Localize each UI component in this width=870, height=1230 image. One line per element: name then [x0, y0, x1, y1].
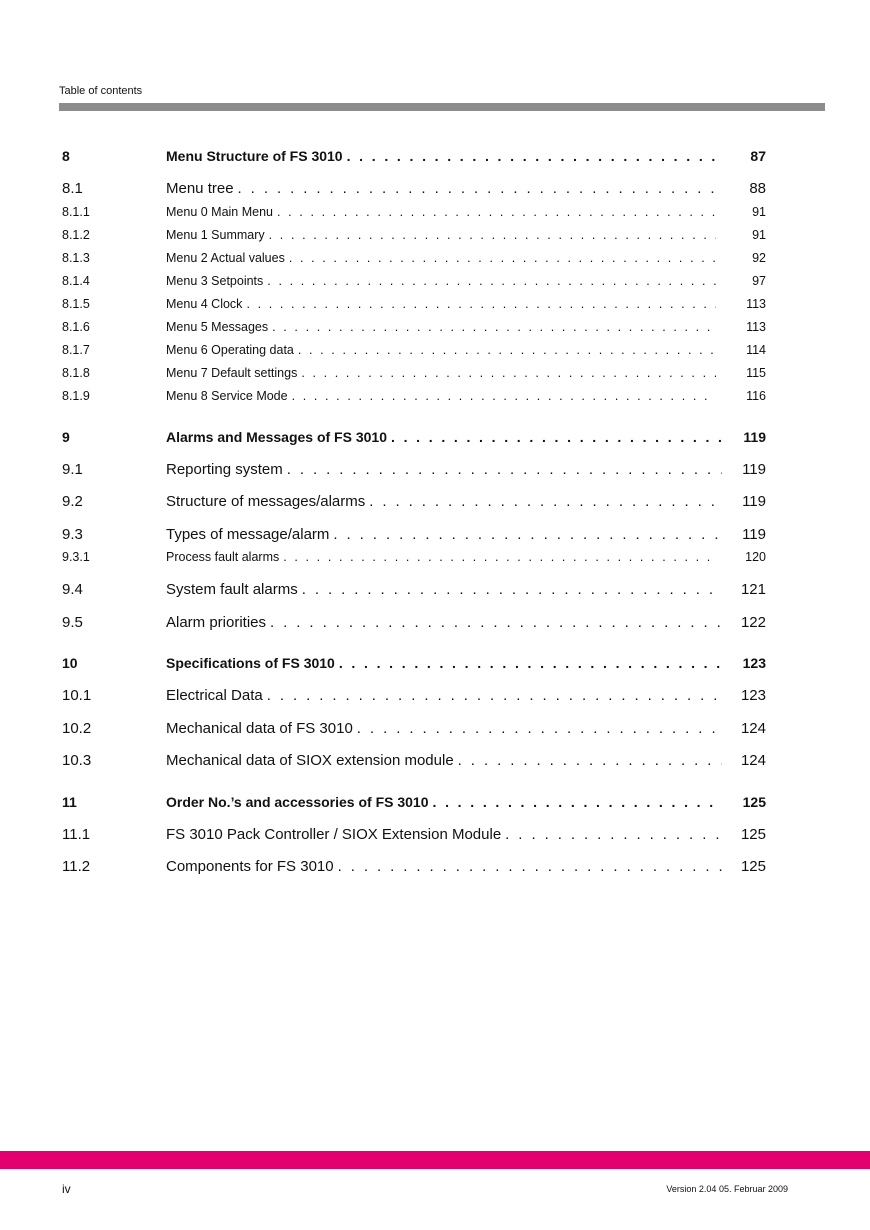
toc-entry[interactable] — [62, 201, 766, 223]
toc-entry-title: Menu 2 Actual values — [166, 250, 285, 265]
toc-entry-page: 114 — [746, 342, 766, 357]
toc-entry-page: 125 — [740, 825, 766, 843]
toc-entry[interactable] — [62, 339, 766, 361]
dot-leader — [301, 366, 716, 380]
toc-entry-number: 9.1 — [62, 460, 83, 478]
dot-leader — [292, 389, 716, 403]
toc-entry-number: 8.1.5 — [62, 296, 90, 311]
toc-entry-page: 119 — [742, 493, 766, 510]
toc-entry-number: 8.1.1 — [62, 204, 90, 219]
toc-entry[interactable] — [62, 293, 766, 315]
toc-entry-title: Menu 8 Service Mode — [166, 388, 288, 403]
dot-leader — [272, 320, 716, 334]
toc-entry-title: Menu 1 Summary — [166, 227, 265, 242]
dot-leader — [298, 343, 716, 357]
page-number: iv — [62, 1182, 71, 1196]
toc-entry-title: Menu 0 Main Menu — [166, 204, 274, 219]
toc-entry[interactable] — [62, 611, 766, 633]
toc-entry-page: 124 — [740, 719, 766, 737]
toc-entry-number: 8.1 — [62, 180, 83, 197]
toc-entry[interactable] — [62, 823, 766, 845]
toc-entry[interactable] — [62, 546, 766, 568]
toc-entry-title: Menu 4 Clock — [166, 296, 243, 311]
toc-entry-title: Order No.’s and accessories of FS 3010 — [166, 793, 429, 810]
toc-entry-page: 116 — [746, 388, 766, 403]
dot-leader — [277, 205, 716, 219]
dot-leader — [283, 550, 716, 564]
toc-entry[interactable] — [62, 426, 766, 448]
dot-leader — [267, 687, 722, 704]
toc-entry-page: 119 — [743, 428, 766, 445]
toc-entry-page: 97 — [752, 273, 766, 288]
toc-entry[interactable] — [62, 224, 766, 246]
toc-entry[interactable] — [62, 362, 766, 384]
toc-entry-title: Specifications of FS 3010 — [166, 655, 335, 671]
toc-entry-page: 92 — [752, 250, 766, 265]
toc-entry-page: 113 — [746, 319, 766, 334]
toc-entry[interactable] — [62, 316, 766, 338]
dot-leader — [391, 429, 722, 445]
toc-entry-title: Menu Structure of FS 3010 — [166, 148, 343, 164]
toc-entry-title: Electrical Data — [166, 687, 263, 704]
dot-leader — [238, 180, 722, 197]
dot-leader — [338, 858, 722, 875]
toc-entry-title: Alarms and Messages of FS 3010 — [166, 428, 387, 445]
toc-entry-number: 8.1.3 — [62, 250, 90, 265]
dot-leader — [505, 826, 722, 843]
toc-entry-number: 8.1.7 — [62, 342, 90, 357]
toc-entry-title: Structure of messages/alarms — [166, 493, 366, 510]
dot-leader — [347, 148, 722, 164]
dot-leader — [369, 493, 722, 510]
dot-leader — [270, 614, 722, 631]
toc-entry-title: Components for FS 3010 — [166, 858, 334, 875]
dot-leader — [339, 655, 722, 671]
toc-entry-number: 9.2 — [62, 493, 83, 510]
toc-entry-title: Alarm priorities — [166, 613, 267, 631]
toc-entry-page: 124 — [740, 752, 766, 769]
toc-entry-number: 10.1 — [62, 687, 92, 704]
toc-entry[interactable] — [62, 247, 766, 269]
toc-entry-page: 119 — [742, 525, 766, 543]
toc-entry-title: FS 3010 Pack Controller / SIOX Extension Module — [166, 825, 502, 843]
toc-entry-number: 9.3 — [62, 525, 83, 543]
toc-entry-page: 120 — [745, 550, 766, 564]
toc-entry-number: 8.1.9 — [62, 388, 90, 403]
toc-entry-number: 11 — [62, 793, 77, 810]
toc-entry-page: 123 — [740, 687, 766, 704]
dot-leader — [289, 251, 716, 265]
toc-entry-page: 125 — [740, 858, 766, 875]
running-header: Table of contents — [59, 85, 143, 97]
toc-entry-page: 113 — [746, 296, 766, 311]
toc-entry-page: 125 — [742, 793, 766, 810]
toc-entry[interactable] — [62, 178, 766, 200]
dot-leader — [458, 752, 722, 769]
toc-entry[interactable] — [62, 491, 766, 513]
toc-entry-number: 11.2 — [62, 858, 91, 875]
toc-entry-title: Menu tree — [166, 180, 234, 197]
toc-entry-page: 88 — [749, 180, 766, 197]
toc-entry-page: 123 — [742, 655, 766, 671]
toc-entry-number: 10.2 — [62, 719, 92, 737]
toc-entry[interactable] — [62, 145, 766, 167]
toc-entry[interactable] — [62, 385, 766, 407]
toc-entry-page: 122 — [740, 613, 766, 631]
toc-entry-title: Mechanical data of FS 3010 — [166, 719, 353, 737]
toc-entry[interactable] — [62, 652, 766, 674]
toc-entry-title: Menu 5 Messages — [166, 319, 269, 334]
toc-entry-title: System fault alarms — [166, 581, 298, 598]
dot-leader — [269, 228, 716, 242]
footer-bar — [0, 1151, 870, 1169]
dot-leader — [357, 720, 722, 737]
toc-entry-number: 8.1.2 — [62, 227, 90, 242]
toc-entry[interactable] — [62, 458, 766, 480]
toc-entry[interactable] — [62, 685, 766, 707]
toc-entry-number: 8.1.6 — [62, 319, 90, 334]
toc-entry-title: Mechanical data of SIOX extension module — [166, 752, 454, 769]
dot-leader — [287, 461, 722, 478]
toc-entry[interactable] — [62, 856, 766, 878]
toc-entry-title: Types of message/alarm — [166, 525, 330, 543]
toc-entry-title: Reporting system — [166, 460, 283, 478]
toc-entry-number: 8.1.4 — [62, 273, 90, 288]
toc-entry-title: Menu 6 Operating data — [166, 342, 294, 357]
dot-leader — [302, 581, 722, 598]
toc-entry-number: 11.1 — [62, 825, 91, 843]
toc-entry-number: 10.3 — [62, 752, 92, 769]
toc-entry[interactable] — [62, 791, 766, 813]
toc-entry[interactable] — [62, 750, 766, 772]
toc-entry-page: 121 — [740, 581, 766, 598]
dot-leader — [333, 526, 722, 543]
toc-entry-number: 9.3.1 — [62, 550, 90, 564]
dot-leader — [433, 794, 723, 810]
toc-entry-number: 8 — [62, 148, 70, 164]
toc-entry[interactable] — [62, 270, 766, 292]
dot-leader — [246, 297, 716, 311]
version-date: Version 2.04 05. Februar 2009 — [666, 1184, 788, 1194]
toc-entry-title: Menu 7 Default settings — [166, 365, 298, 380]
toc-entry-page: 115 — [746, 365, 766, 380]
toc-entry-page: 91 — [752, 227, 766, 242]
toc-entry-title: Menu 3 Setpoints — [166, 273, 264, 288]
toc-entry-page: 91 — [752, 204, 766, 219]
toc-entry-number: 10 — [62, 655, 78, 671]
toc-entry-number: 9 — [62, 428, 70, 445]
toc-entry-number: 9.4 — [62, 581, 83, 598]
toc-entry[interactable] — [62, 523, 766, 545]
toc-entry[interactable] — [62, 579, 766, 601]
header-divider — [59, 103, 825, 111]
toc-entry-number: 9.5 — [62, 613, 83, 631]
toc-entry-page: 87 — [750, 148, 766, 164]
dot-leader — [267, 274, 716, 288]
toc-entry[interactable] — [62, 717, 766, 739]
toc-entry-number: 8.1.8 — [62, 365, 90, 380]
toc-entry-title: Process fault alarms — [166, 550, 280, 564]
toc-entry-page: 119 — [742, 460, 766, 478]
